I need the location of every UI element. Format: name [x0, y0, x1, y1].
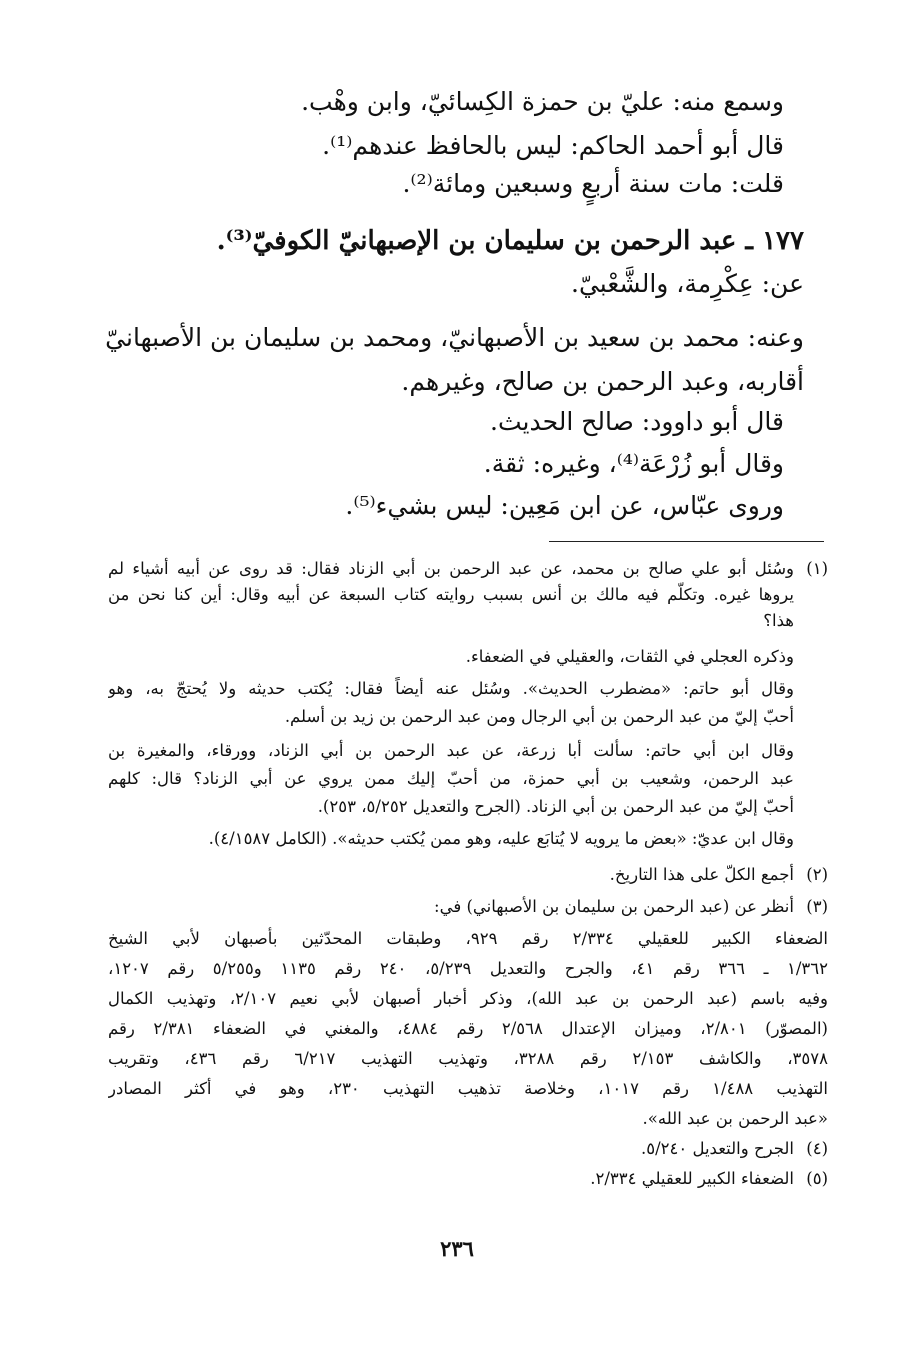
- page-number: ٢٣٦: [440, 1236, 474, 1261]
- footnote-line: [108, 826, 828, 852]
- main-text-line: أقاربه، وعبد الرحمن بن صالح، وغيرهم.: [401, 367, 804, 396]
- footnote-text: وقال أبو حاتم: «مضطرب الحديث». وسُئل عنه أيضاً فقال: يُكتب حديثه ولا يُحتجّ به، وهو: [108, 679, 794, 698]
- footnote-line: [108, 1046, 828, 1072]
- footnote-line: [108, 894, 828, 920]
- footnote-line: [108, 1106, 828, 1132]
- main-text-line: وسمع منه: عليّ بن حمزة الكِسائيّ، وابن وهْب.: [301, 87, 784, 116]
- footnote-text: وقال ابن أبي حاتم: سألت أبا زرعة، عن عبد الرحمن بن أبي الزناد، وورقاء، والمغيرة بن: [108, 741, 794, 760]
- footnote-line: [108, 644, 828, 670]
- footnote-text: أحبّ إليّ من عبد الرحمن بن أبي الزناد. (الجرح والتعديل ٥/٢٥٢، ٢٥٣).: [317, 797, 794, 816]
- footnote-text: وفيه باسم (عبد الرحمن بن عبد الله)، وذكر أخبار أصبهان لأبي نعيم ٢/١٠٧، وتهذيب الكمال: [108, 989, 828, 1008]
- footnote-text: الجرح والتعديل ٥/٢٤٠.: [640, 1139, 794, 1158]
- main-text-line: قال أبو أحمد الحاكم: ليس بالحافظ عندهم⁽¹⁾.: [322, 131, 784, 160]
- footnote-line: [108, 794, 828, 820]
- footnote-text: أجمع الكلّ على هذا التاريخ.: [609, 865, 794, 884]
- entry-heading: ١٧٧ ـ عبد الرحمن بن سليمان بن الإصبهانيّ الكوفيّ⁽³⁾.: [216, 226, 804, 256]
- main-text-line: وروى عبّاس، عن ابن مَعِين: ليس بشيء⁽⁵⁾.: [345, 491, 784, 520]
- footnote-text: ١/٣٦٢ ـ ٣٦٦ رقم ٤١، والجرح والتعديل ٥/٢٣٩، ٢٤٠ رقم ١١٣٥ و٥/٢٥٥ رقم ١٢٠٧،: [108, 959, 828, 978]
- footnote-line: [108, 676, 828, 702]
- main-text-line: قلت: مات سنة أربعٍ وسبعين ومائة⁽²⁾.: [402, 169, 784, 198]
- footnote-divider: [549, 541, 824, 542]
- footnote-text: هذا؟: [763, 611, 794, 630]
- footnote-line: [108, 1076, 828, 1102]
- footnote-number: (٥): [806, 1169, 828, 1188]
- footnote-line: [108, 738, 828, 764]
- main-text-line: وعنه: محمد بن سعيد بن الأصبهانيّ، ومحمد بن سليمان بن الأصبهانيّ: [105, 323, 804, 352]
- footnote-text: الضعفاء الكبير للعقيلي ٢/٣٣٤.: [590, 1169, 794, 1188]
- main-text-line: عن: عِكْرِمة، والشَّعْبيّ.: [571, 269, 804, 298]
- main-text-line: قال أبو داوود: صالح الحديث.: [490, 407, 784, 436]
- footnote-text: «عبد الرحمن بن عبد الله».: [642, 1109, 828, 1128]
- footnote-text: وسُئل أبو علي صالح بن محمد، عن عبد الرحمن بن أبي الزناد فقال: قد روى عن أبيه أشياء لم: [108, 559, 794, 578]
- footnote-line: [108, 862, 828, 888]
- footnote-text: الضعفاء الكبير للعقيلي ٢/٣٣٤ رقم ٩٢٩، وطبقات المحدّثين بأصبهان لأبي الشيخ: [108, 929, 828, 948]
- footnote-line: [108, 1136, 828, 1162]
- footnote-line: [108, 1016, 828, 1042]
- footnote-text: وذكره العجلي في الثقات، والعقيلي في الضعفاء.: [465, 647, 794, 666]
- footnote-number: (٢): [806, 865, 828, 884]
- footnote-text: ٣٥٧٨، والكاشف ٢/١٥٣ رقم ٣٢٨٨، وتهذيب التهذيب ٦/٢١٧ رقم ٤٣٦، وتقريب: [108, 1049, 828, 1068]
- footnote-text: أنظر عن (عبد الرحمن بن سليمان بن الأصبهاني) في:: [434, 897, 794, 916]
- footnote-text: وقال ابن عديّ: «بعض ما يرويه لا يُتابَع عليه، وهو ممن يُكتب حديثه». (الكامل ٤/١٥٨٧).: [208, 829, 794, 848]
- footnote-text: أحبّ إليّ من عبد الرحمن بن أبي الرجال ومن عبد الرحمن بن زيد بن أسلم.: [284, 707, 794, 726]
- footnote-line: [108, 926, 828, 952]
- footnote-line: [108, 986, 828, 1012]
- footnote-line: [108, 766, 828, 792]
- footnote-number: (٣): [806, 897, 828, 916]
- footnote-line: [108, 956, 828, 982]
- footnote-number: (١): [806, 559, 828, 578]
- footnote-line: [108, 582, 828, 608]
- footnote-text: عبد الرحمن، وشعيب بن أبي حمزة، من أحبّ إليك ممن يروي عن أبي الزناد؟ قال: كلهم: [108, 769, 794, 788]
- footnote-text: يروها غيره. وتكلّم فيه مالك بن أنس بسبب روايته كتاب السبعة عن أبيه وقال: أين كنا نحن من: [108, 585, 794, 604]
- footnote-number: (٤): [806, 1139, 828, 1158]
- footnote-text: (المصوّر) ٢/٨٠١، وميزان الإعتدال ٢/٥٦٨ رقم ٤٨٨٤، والمغني في الضعفاء ٢/٣٨١ رقم: [108, 1019, 828, 1038]
- footnote-line: [108, 1166, 828, 1192]
- main-text-line: وقال أبو زُرْعَة⁽⁴⁾، وغيره: ثقة.: [483, 449, 784, 478]
- footnote-line: [108, 704, 828, 730]
- footnote-line: [108, 556, 828, 582]
- footnote-line: [108, 608, 828, 634]
- footnote-text: التهذيب ١/٤٨٨ رقم ١٠١٧، وخلاصة تذهيب التهذيب ٢٣٠، وهو في أكثر المصادر: [108, 1079, 828, 1098]
